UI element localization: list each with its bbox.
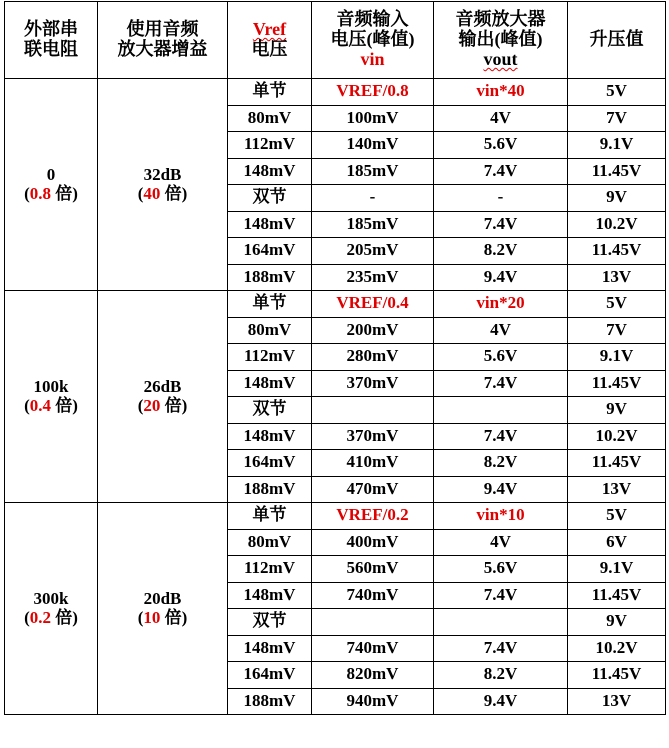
vout-cell: 7.4V xyxy=(434,582,568,609)
vin-cell: 820mV xyxy=(312,662,434,689)
vout-cell: 4V xyxy=(434,105,568,132)
vin-cell: 740mV xyxy=(312,582,434,609)
resistor-cell xyxy=(5,503,98,715)
group-2 xyxy=(5,503,666,715)
header-resistor-line2: 联电阻 xyxy=(24,39,78,59)
boost-cell: 10.2V xyxy=(568,635,666,662)
header-resistor xyxy=(5,2,98,79)
multiplier-open: ( xyxy=(137,395,144,415)
header-vref-line2: 电压 xyxy=(251,39,288,59)
multiplier-open: ( xyxy=(24,395,30,415)
vref-cell: 80mV xyxy=(228,317,312,344)
vout-cell: 7.4V xyxy=(434,158,568,185)
multiplier-value: 0.2 xyxy=(29,607,51,627)
vin-cell: VREF/0.4 xyxy=(312,291,434,318)
vref-cell: 148mV xyxy=(228,370,312,397)
multiplier-close: 倍) xyxy=(160,183,188,203)
vref-cell: 188mV xyxy=(228,264,312,291)
vref-cell: 164mV xyxy=(228,238,312,265)
vin-cell: VREF/0.2 xyxy=(312,503,434,530)
multiplier-value: 20 xyxy=(143,395,161,415)
gain-value: 20dB xyxy=(143,588,182,608)
boost-cell: 9V xyxy=(568,609,666,636)
vin-cell: 410mV xyxy=(312,450,434,477)
table-row xyxy=(5,79,666,106)
multiplier-close: 倍) xyxy=(51,395,78,415)
header-gain xyxy=(98,2,228,79)
vout-cell: 9.4V xyxy=(434,264,568,291)
vin-cell: 370mV xyxy=(312,423,434,450)
vref-cell: 148mV xyxy=(228,635,312,662)
vin-cell: 370mV xyxy=(312,370,434,397)
boost-cell: 13V xyxy=(568,688,666,715)
vref-cell: 112mV xyxy=(228,132,312,159)
vin-cell xyxy=(312,397,434,424)
multiplier-open: ( xyxy=(137,183,144,203)
vin-cell: 235mV xyxy=(312,264,434,291)
vref-cell: 164mV xyxy=(228,450,312,477)
boost-cell: 10.2V xyxy=(568,423,666,450)
vout-cell: 9.4V xyxy=(434,688,568,715)
vin-cell: 560mV xyxy=(312,556,434,583)
vref-cell: 148mV xyxy=(228,423,312,450)
vin-cell: 400mV xyxy=(312,529,434,556)
resistor-value: 100k xyxy=(33,376,69,396)
header-vref-line1: Vref xyxy=(252,19,287,40)
multiplier-open: ( xyxy=(24,607,30,627)
boost-cell: 9V xyxy=(568,185,666,212)
vref-cell: 112mV xyxy=(228,556,312,583)
boost-cell: 11.45V xyxy=(568,582,666,609)
vout-cell: vin*10 xyxy=(434,503,568,530)
vin-cell: 280mV xyxy=(312,344,434,371)
vref-cell: 148mV xyxy=(228,211,312,238)
resistor-multiplier xyxy=(5,609,97,628)
multiplier-close: 倍) xyxy=(160,607,188,627)
vref-cell: 双节 xyxy=(228,609,312,636)
boost-cell: 11.45V xyxy=(568,158,666,185)
resistor-value: 300k xyxy=(33,588,69,608)
vref-cell: 80mV xyxy=(228,529,312,556)
boost-cell: 9.1V xyxy=(568,132,666,159)
header-gain-line2: 放大器增益 xyxy=(117,39,208,59)
boost-cell: 13V xyxy=(568,264,666,291)
gain-value: 26dB xyxy=(143,376,182,396)
vref-cell: 单节 xyxy=(228,291,312,318)
vref-cell: 112mV xyxy=(228,344,312,371)
gain-value: 32dB xyxy=(143,164,182,184)
header-vin-line3: vin xyxy=(360,48,385,69)
vref-cell: 148mV xyxy=(228,582,312,609)
vout-cell: 8.2V xyxy=(434,238,568,265)
multiplier-close: 倍) xyxy=(51,183,78,203)
header-vout xyxy=(434,2,568,79)
gain-cell xyxy=(98,503,228,715)
header-vout-line2: 输出(峰值) xyxy=(458,29,543,50)
header-vin-line2: 电压(峰值) xyxy=(330,29,415,50)
vin-cell: 740mV xyxy=(312,635,434,662)
group-0 xyxy=(5,79,666,291)
vout-cell: 5.6V xyxy=(434,556,568,583)
vin-cell: 185mV xyxy=(312,211,434,238)
vout-cell: 5.6V xyxy=(434,132,568,159)
boost-cell: 11.45V xyxy=(568,370,666,397)
resistor-multiplier xyxy=(5,397,97,416)
vref-cell: 双节 xyxy=(228,185,312,212)
boost-cell: 9.1V xyxy=(568,344,666,371)
boost-cell: 5V xyxy=(568,79,666,106)
vout-cell: 9.4V xyxy=(434,476,568,503)
vin-cell: 940mV xyxy=(312,688,434,715)
vref-cell: 单节 xyxy=(228,79,312,106)
header-resistor-line1: 外部串 xyxy=(24,19,78,40)
vref-cell: 148mV xyxy=(228,158,312,185)
boost-cell: 7V xyxy=(568,105,666,132)
vout-cell xyxy=(434,397,568,424)
vout-cell: 8.2V xyxy=(434,450,568,477)
multiplier-value: 40 xyxy=(143,183,161,203)
table-row xyxy=(5,503,666,530)
vout-cell: 7.4V xyxy=(434,423,568,450)
vref-cell: 单节 xyxy=(228,503,312,530)
header-vout-line3: vout xyxy=(483,48,518,69)
multiplier-value: 0.4 xyxy=(29,395,51,415)
vin-cell xyxy=(312,609,434,636)
multiplier-open: ( xyxy=(24,183,30,203)
vout-cell xyxy=(434,609,568,636)
resistor-cell xyxy=(5,79,98,291)
multiplier-open: ( xyxy=(137,607,144,627)
boost-table xyxy=(4,1,666,715)
boost-cell: 11.45V xyxy=(568,450,666,477)
gain-multiplier xyxy=(98,397,227,416)
header-vin-line1: 音频输入 xyxy=(336,9,409,30)
vin-cell: 205mV xyxy=(312,238,434,265)
vin-cell: 185mV xyxy=(312,158,434,185)
vout-cell: 7.4V xyxy=(434,211,568,238)
gain-cell xyxy=(98,291,228,503)
header-vin xyxy=(312,2,434,79)
vin-cell: VREF/0.8 xyxy=(312,79,434,106)
vout-cell: vin*40 xyxy=(434,79,568,106)
boost-cell: 10.2V xyxy=(568,211,666,238)
gain-multiplier xyxy=(98,609,227,628)
group-1 xyxy=(5,291,666,503)
boost-cell: 6V xyxy=(568,529,666,556)
vin-cell: 140mV xyxy=(312,132,434,159)
header-vref xyxy=(228,2,312,79)
multiplier-value: 10 xyxy=(143,607,161,627)
header-vout-line1: 音频放大器 xyxy=(455,9,546,30)
vref-cell: 188mV xyxy=(228,476,312,503)
multiplier-close: 倍) xyxy=(51,607,78,627)
header-row xyxy=(5,2,666,79)
boost-cell: 11.45V xyxy=(568,238,666,265)
vout-cell: - xyxy=(434,185,568,212)
header-boost: 升压值 xyxy=(568,2,666,79)
vout-cell: 5.6V xyxy=(434,344,568,371)
multiplier-value: 0.8 xyxy=(29,183,51,203)
vref-cell: 188mV xyxy=(228,688,312,715)
boost-cell: 5V xyxy=(568,291,666,318)
boost-cell: 13V xyxy=(568,476,666,503)
vin-cell: - xyxy=(312,185,434,212)
resistor-cell xyxy=(5,291,98,503)
header-gain-line1: 使用音频 xyxy=(126,19,199,40)
resistor-multiplier xyxy=(5,185,97,204)
resistor-value: 0 xyxy=(46,164,56,184)
vref-cell: 双节 xyxy=(228,397,312,424)
vref-cell: 80mV xyxy=(228,105,312,132)
boost-cell: 11.45V xyxy=(568,662,666,689)
table-row xyxy=(5,291,666,318)
vin-cell: 100mV xyxy=(312,105,434,132)
vref-cell: 164mV xyxy=(228,662,312,689)
boost-cell: 5V xyxy=(568,503,666,530)
vout-cell: 8.2V xyxy=(434,662,568,689)
boost-cell: 7V xyxy=(568,317,666,344)
vout-cell: 7.4V xyxy=(434,370,568,397)
boost-cell: 9.1V xyxy=(568,556,666,583)
boost-cell: 9V xyxy=(568,397,666,424)
multiplier-close: 倍) xyxy=(160,395,188,415)
vout-cell: 4V xyxy=(434,317,568,344)
gain-multiplier xyxy=(98,185,227,204)
gain-cell xyxy=(98,79,228,291)
vin-cell: 200mV xyxy=(312,317,434,344)
vout-cell: 7.4V xyxy=(434,635,568,662)
vout-cell: vin*20 xyxy=(434,291,568,318)
vin-cell: 470mV xyxy=(312,476,434,503)
vout-cell: 4V xyxy=(434,529,568,556)
